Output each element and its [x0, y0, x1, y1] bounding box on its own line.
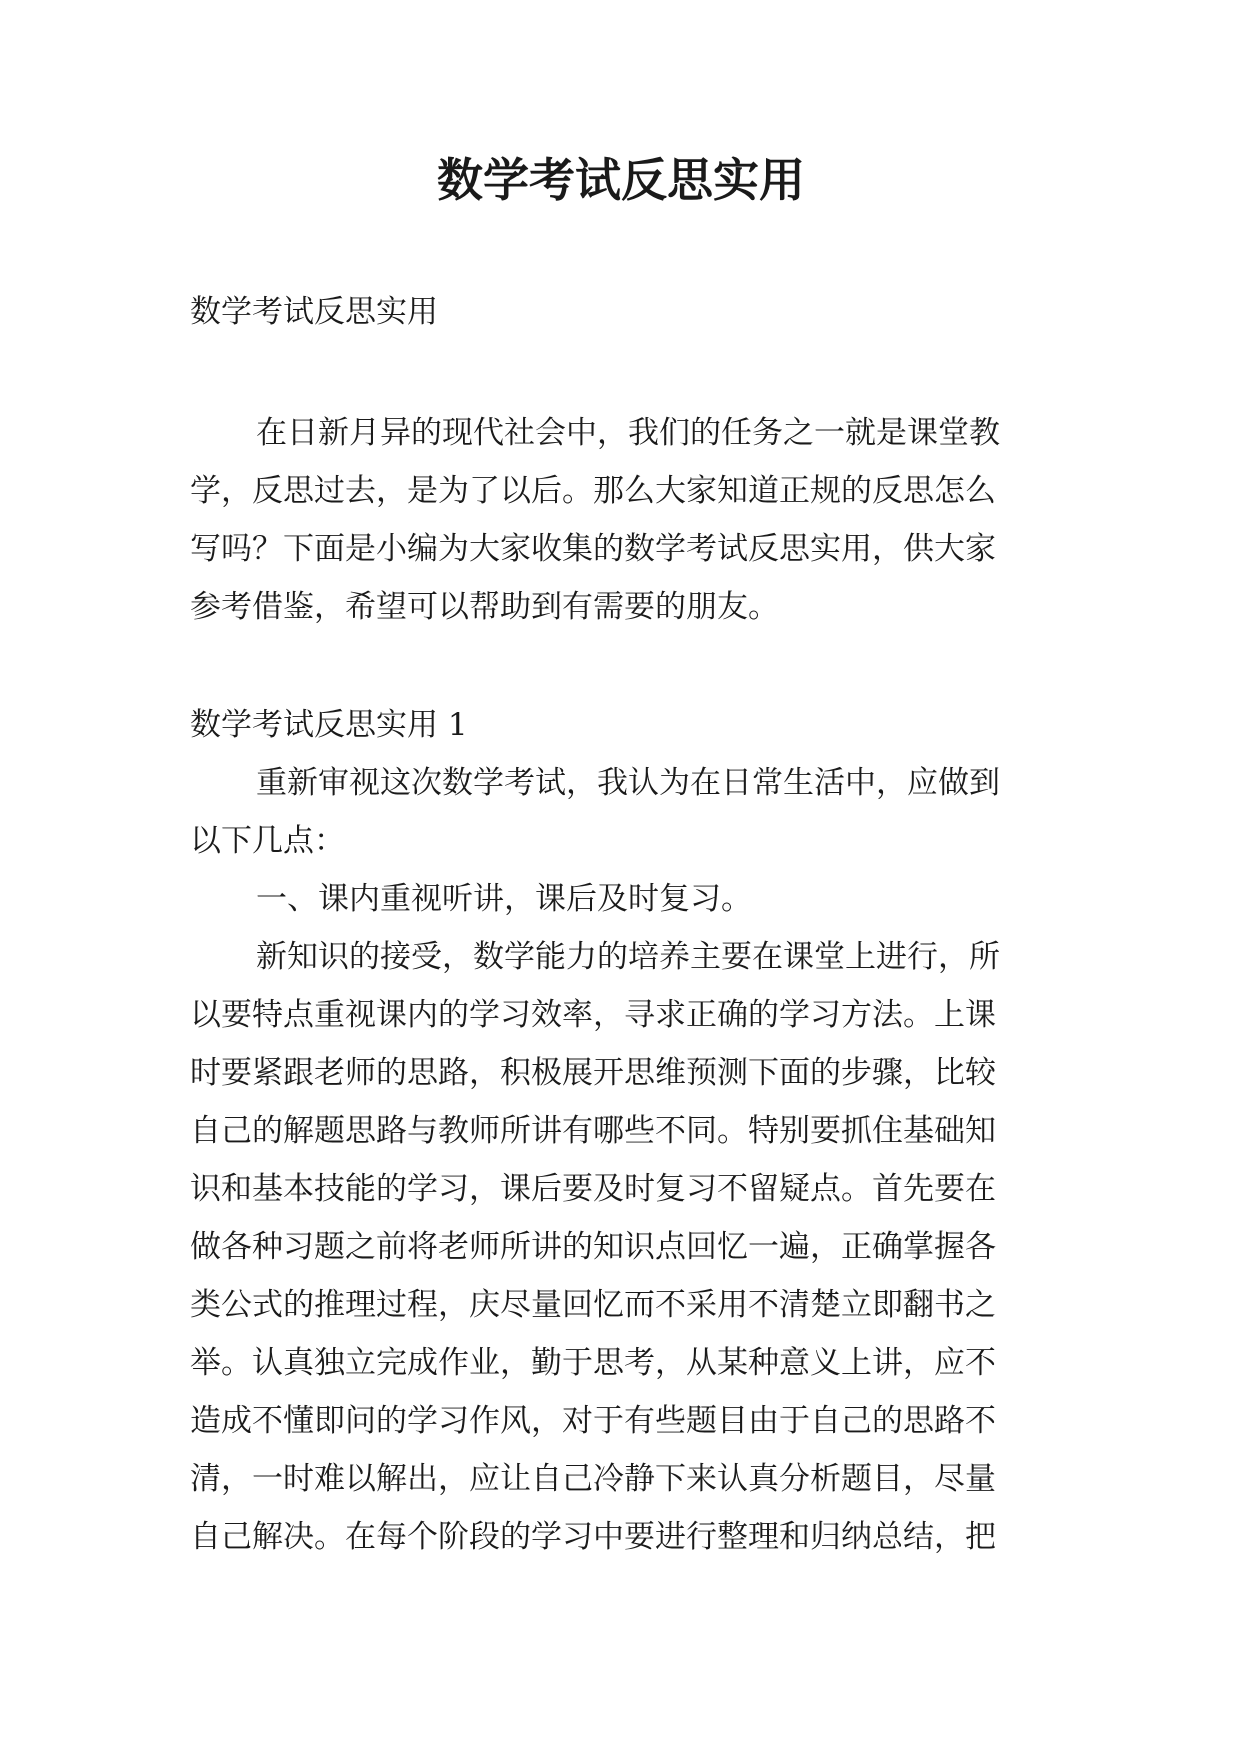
- section-paragraph: [190, 754, 1052, 870]
- intro-line: 参考借鉴，希望可以帮助到有需要的朋友。: [190, 589, 779, 625]
- paragraph-line: 做各种习题之前将老师所讲的知识点回忆一遍，正确掌握各: [190, 1229, 996, 1265]
- paragraph-line: 新知识的接受，数学能力的培养主要在课堂上进行，所: [256, 939, 1000, 975]
- intro-line: 在日新月异的现代社会中，我们的任务之一就是课堂教: [256, 415, 1000, 451]
- paragraph-line: 识和基本技能的学习，课后要及时复习不留疑点。首先要在: [190, 1171, 996, 1207]
- paragraph-line: 类公式的推理过程，庆尽量回忆而不采用不清楚立即翻书之: [190, 1287, 996, 1323]
- point-heading-text: 一、课内重视听讲，课后及时复习。: [256, 881, 752, 917]
- document-subtitle: 数学考试反思实用: [190, 294, 438, 330]
- paragraph-line: 以下几点：: [190, 823, 345, 859]
- paragraph-line: 重新审视这次数学考试，我认为在日常生活中，应做到: [256, 765, 1000, 801]
- paragraph-line: 清，一时难以解出，应让自己冷静下来认真分析题目，尽量: [190, 1461, 996, 1497]
- section-heading-text: 数学考试反思实用 1: [190, 707, 468, 743]
- paragraph-line: 自己的解题思路与教师所讲有哪些不同。特别要抓住基础知: [190, 1113, 996, 1149]
- intro-line: 学，反思过去，是为了以后。那么大家知道正规的反思怎么: [190, 473, 996, 509]
- paragraph-line: 时要紧跟老师的思路，积极展开思维预测下面的步骤，比较: [190, 1055, 996, 1091]
- intro-paragraph: [190, 404, 1052, 636]
- paragraph-line: 举。认真独立完成作业，勤于思考，从某种意义上讲，应不: [190, 1345, 996, 1381]
- paragraph-line: 自己解决。在每个阶段的学习中要进行整理和归纳总结，把: [190, 1519, 996, 1555]
- paragraph-line: 造成不懂即问的学习作风，对于有些题目由于自己的思路不: [190, 1403, 996, 1439]
- point-heading: [190, 870, 1052, 928]
- document-title: 数学考试反思实用: [437, 153, 805, 207]
- paragraph-line: 以要特点重视课内的学习效率，寻求正确的学习方法。上课: [190, 997, 996, 1033]
- section-heading: [190, 696, 1052, 754]
- section-paragraph: [190, 928, 1052, 1566]
- intro-line: 写吗？下面是小编为大家收集的数学考试反思实用，供大家: [190, 531, 996, 567]
